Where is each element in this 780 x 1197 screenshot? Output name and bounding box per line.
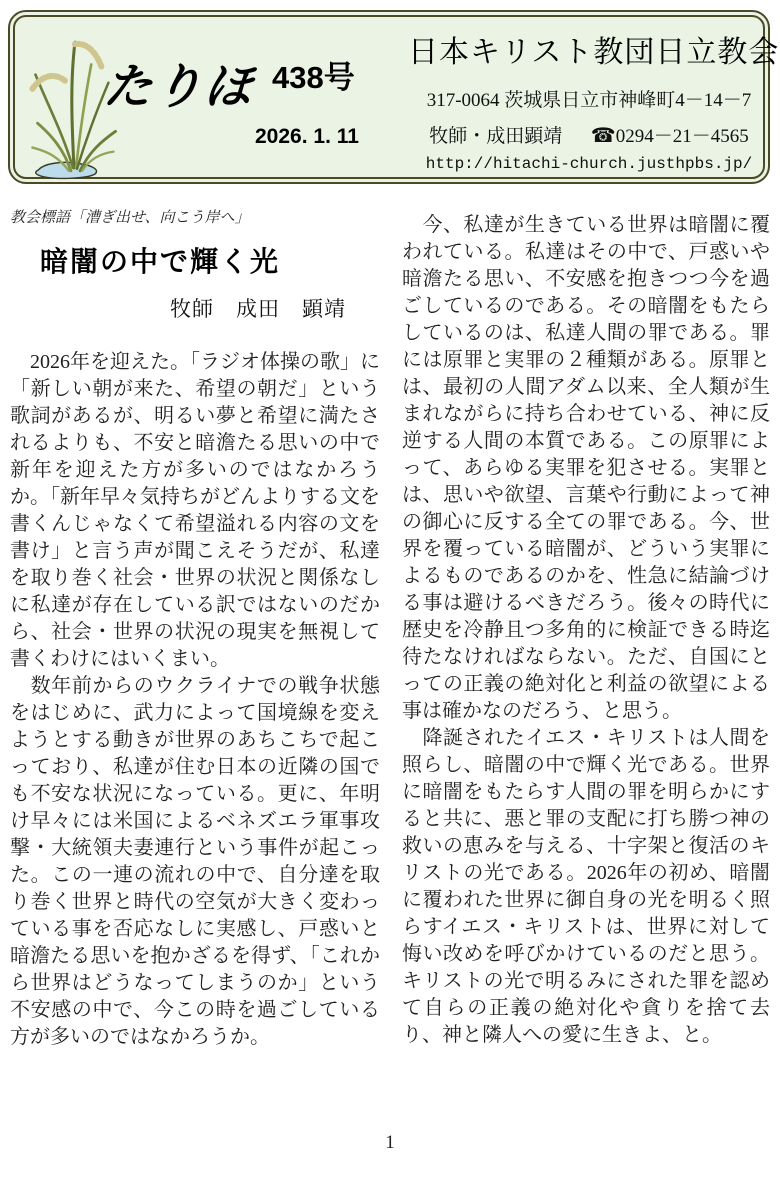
article-left-column [10, 208, 380, 1051]
article-body-left [10, 349, 380, 1051]
newsletter-title: たりほ [101, 61, 257, 114]
church-contact-line [408, 121, 770, 148]
paragraph: 今、私達が生きている世界は暗闇に覆われている。私達はその中で、戸惑いや暗澹たる思い、不安感を抱きつつ今を過ごしているのである。その暗闇をもたらしているのは、私達人間の罪である。罪には原罪と実罪の２種類がある。原罪とは、最初の人間アダム以来、全人類が生まれながらに持ち合わせている、神に反逆する人間の本質である。この原罪によって、あらゆる実罪を犯させる。実罪とは、思いや欲望、言葉や行動によって神の御心に反する全ての罪である。今、世界を覆っている暗闇が、どういう実罪によるものであるのかを、性急に結論づける事は避けるべきだろう。後々の時代に歴史を冷静且つ多角的に検証できる時迄待たなければならない。ただ、自国にとっての正義の絶対化と利益の欲望による事は確かなのだろう、と思う。 [402, 214, 770, 722]
church-slogan: 教会標語「漕ぎ出せ、向こう岸へ」 [10, 209, 250, 226]
paragraph: 2026年を迎えた。「ラジオ体操の歌」に「新しい朝が来た、希望の朝だ」という歌詞があるが、明るい夢と希望に満たされるよりも、不安と暗澹たる思いの中で新年を迎えた方が多いのではなかろうか。「新年早々気持ちがどんよりする文を書くんじゃなくて希望溢れる内容の文を書け」と言う声が聞こえそうだが、私達を取り巻く社会・世界の状況と関係なしに私達が存在している訳ではないのだから、社会・世界の状況の現実を無視して書くわけにはいくまい。 [10, 351, 380, 671]
article-title: 暗闇の中で輝く光 [40, 245, 281, 277]
issue-number: 438号 [272, 60, 355, 95]
church-address: 317-0064 茨城県日立市神峰町4－14－7 [426, 90, 752, 111]
church-info-block [408, 32, 780, 173]
telephone-icon: ☎ [590, 125, 616, 147]
church-name: 日本キリスト教団日立教会 [408, 36, 780, 69]
church-url: http://hitachi-church.justhpbs.jp/ [425, 155, 753, 173]
article-right-column [402, 212, 770, 1049]
paragraph: 降誕されたイエス・キリストは人間を照らし、暗闇の中で輝く光である。世界に暗闇をもたらす人間の罪を明らかにすると共に、悪と罪の支配に打ち勝つ神の救いの恵みを与える、十字架と復活のキリストの光である。2026年の初め、暗闇に覆われた世界に御自身の光を明るく照らすイエス・キリストは、世界に対して悔い改めを呼びかけているのだと思う。キリストの光で明るみにされた罪を認めて自らの正義の絶対化や貪りを捨て去り、神と隣人への愛に生きよ、と。 [402, 727, 770, 1046]
masthead [8, 10, 780, 184]
spacer [567, 126, 586, 147]
issue-date: 2026. 1. 11 [255, 125, 359, 148]
article-author: 牧師 成田 顕靖 [170, 297, 346, 321]
phone-number: 0294－21－4565 [615, 126, 749, 147]
paragraph: 数年前からのウクライナでの戦争状態をはじめに、武力によって国境線を変えようとする動きが世界のあちこちで起こっており、私達が住む日本の近隣の国でも不安な状況になっている。更に、年明け早々には米国によるベネズエラ軍事攻撃・大統領夫妻連行という事件が起こった。この一連の流れの中で、自分達を取り巻く世界と時代の空気が大きく変わっている事を否応なしに実感し、戸惑いと暗澹たる思いを抱かざるを得ず、「これから世界はどうなってしまうのか」という不安感の中で、今この時を過ごしている方が多いのではなかろうか。 [10, 675, 380, 1049]
pastor-name: 牧師・成田顕靖 [429, 126, 563, 147]
page-number: 1 [385, 1132, 395, 1153]
